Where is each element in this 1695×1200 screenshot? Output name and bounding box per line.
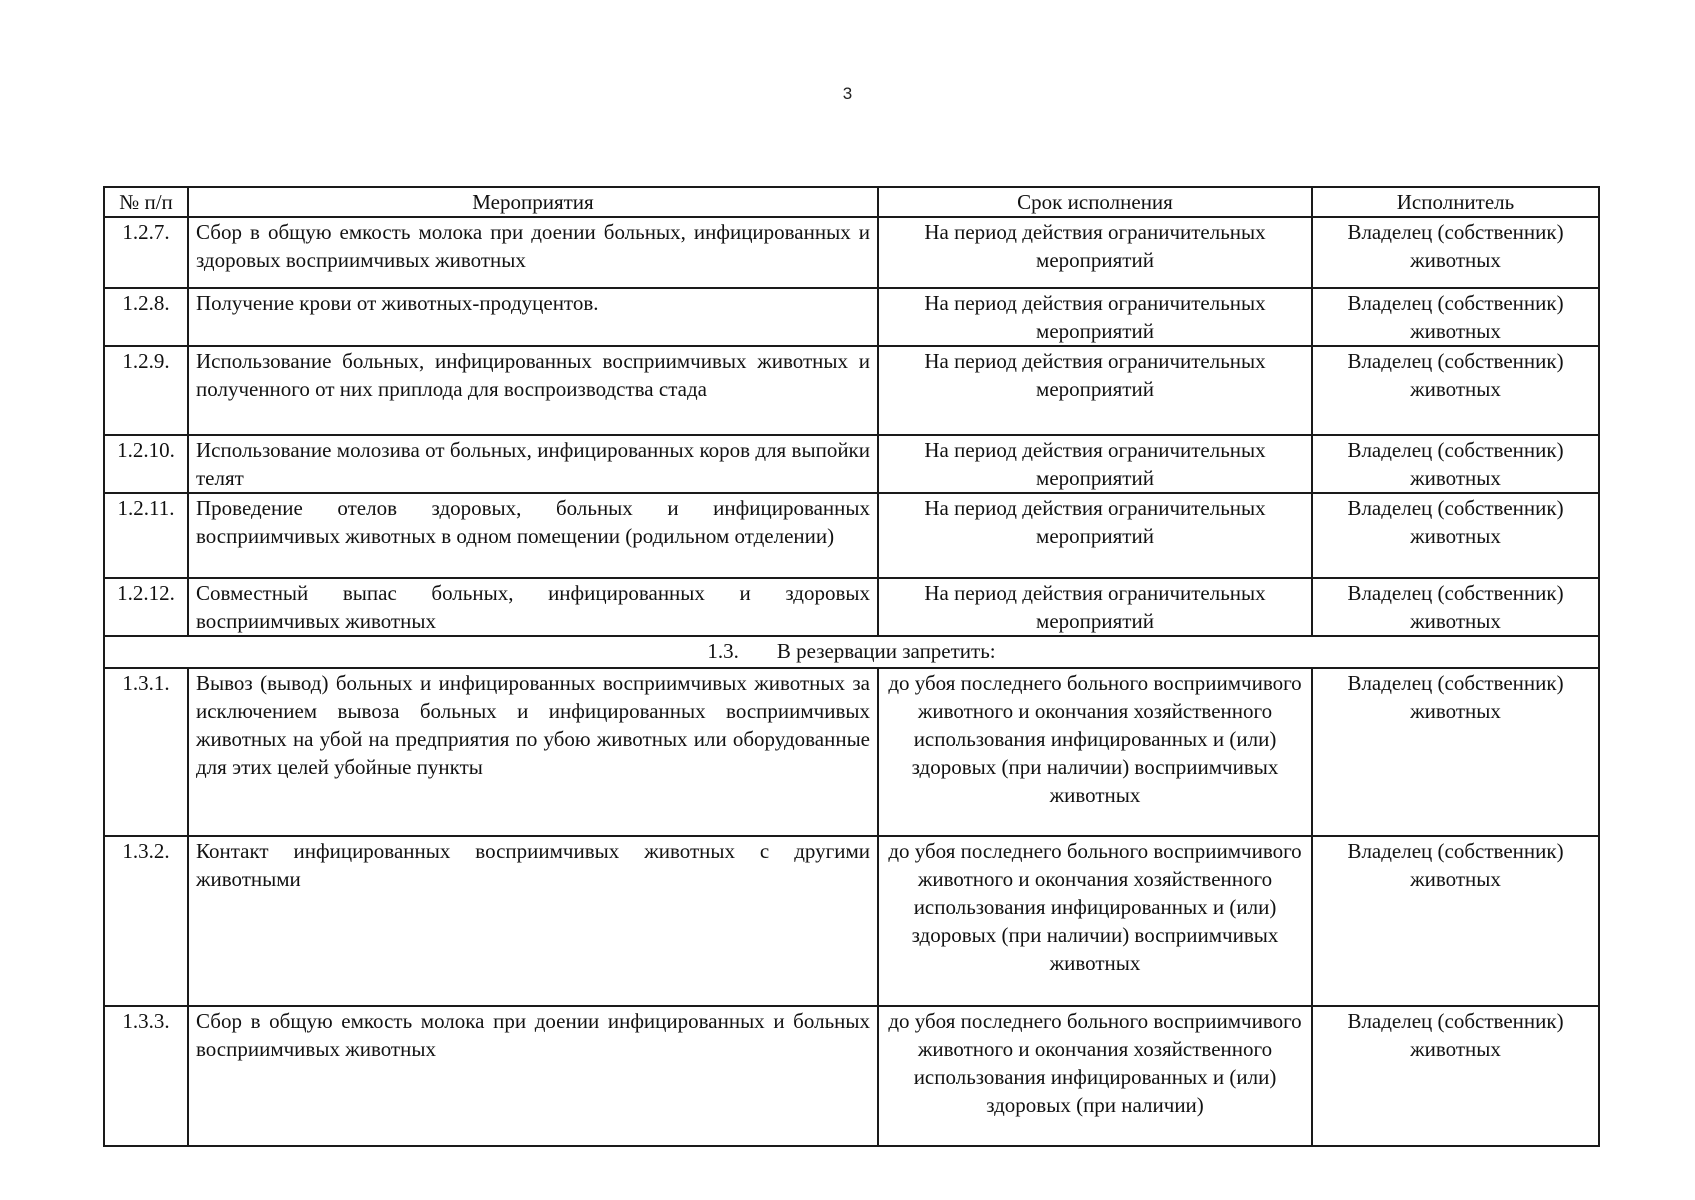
header-term: Срок исполнения <box>878 187 1312 217</box>
section-title: В резервации запретить: <box>776 639 996 663</box>
row-executor: Владелец (собственник) животных <box>1312 668 1599 836</box>
row-executor: Владелец (собственник) животных <box>1312 493 1599 578</box>
row-measure: Контакт инфицированных восприимчивых животных с другими животными <box>188 836 878 1006</box>
row-num: 1.3.1. <box>104 668 188 836</box>
row-num: 1.2.11. <box>104 493 188 578</box>
row-num: 1.3.2. <box>104 836 188 1006</box>
row-measure: Совместный выпас больных, инфицированных и здоровых восприимчивых животных <box>188 578 878 636</box>
row-num: 1.2.8. <box>104 288 188 346</box>
row-executor: Владелец (собственник) животных <box>1312 836 1599 1006</box>
table-header-row <box>104 187 1599 217</box>
table-row <box>104 578 1599 636</box>
row-measure: Использование молозива от больных, инфицированных коров для выпойки телят <box>188 435 878 493</box>
header-executor: Исполнитель <box>1312 187 1599 217</box>
row-executor: Владелец (собственник) животных <box>1312 435 1599 493</box>
row-measure: Проведение отелов здоровых, больных и инфицированных восприимчивых животных в одном помещении (родильном отделении) <box>188 493 878 578</box>
row-num: 1.2.10. <box>104 435 188 493</box>
table-row <box>104 493 1599 578</box>
table-row <box>104 346 1599 435</box>
header-num: № п/п <box>104 187 188 217</box>
row-term: до убоя последнего больного восприимчивого животного и окончания хозяйственного использования инфицированных и (или) здоровых (при наличии) восприимчивых животных <box>878 668 1312 836</box>
table-row <box>104 217 1599 288</box>
row-executor: Владелец (собственник) животных <box>1312 217 1599 288</box>
section-heading <box>104 636 1599 668</box>
row-term: до убоя последнего больного восприимчивого животного и окончания хозяйственного использования инфицированных и (или) здоровых (при наличии) восприимчивых животных <box>878 836 1312 1006</box>
row-num: 1.3.3. <box>104 1006 188 1146</box>
row-executor: Владелец (собственник) животных <box>1312 346 1599 435</box>
row-executor: Владелец (собственник) животных <box>1312 288 1599 346</box>
row-term: На период действия ограничительных мероприятий <box>878 578 1312 636</box>
row-term: На период действия ограничительных мероприятий <box>878 493 1312 578</box>
header-measure: Мероприятия <box>188 187 878 217</box>
row-term: На период действия ограничительных мероприятий <box>878 435 1312 493</box>
section-number: 1.3. <box>707 639 739 663</box>
row-term: На период действия ограничительных мероприятий <box>878 217 1312 288</box>
row-term: На период действия ограничительных мероприятий <box>878 346 1312 435</box>
page-number: 3 <box>842 84 853 103</box>
row-executor: Владелец (собственник) животных <box>1312 578 1599 636</box>
table-row <box>104 1006 1599 1146</box>
row-measure: Сбор в общую емкость молока при доении больных, инфицированных и здоровых восприимчивых животных <box>188 217 878 288</box>
table-row <box>104 836 1599 1006</box>
row-num: 1.2.7. <box>104 217 188 288</box>
table-row <box>104 435 1599 493</box>
row-term: На период действия ограничительных мероприятий <box>878 288 1312 346</box>
row-executor: Владелец (собственник) животных <box>1312 1006 1599 1146</box>
table-row <box>104 288 1599 346</box>
measures-table <box>103 186 1600 1147</box>
row-measure: Вывоз (вывод) больных и инфицированных восприимчивых животных за исключением вывоза больных и инфицированных восприимчивых животных на убой на предприятия по убою животных или оборудованные для этих целей убойные пункты <box>188 668 878 836</box>
table-row <box>104 668 1599 836</box>
row-term: до убоя последнего больного восприимчивого животного и окончания хозяйственного использования инфицированных и (или) здоровых (при наличии) <box>878 1006 1312 1146</box>
row-num: 1.2.12. <box>104 578 188 636</box>
row-num: 1.2.9. <box>104 346 188 435</box>
row-measure: Использование больных, инфицированных восприимчивых животных и полученного от них приплода для воспроизводства стада <box>188 346 878 435</box>
row-measure: Сбор в общую емкость молока при доении инфицированных и больных восприимчивых животных <box>188 1006 878 1146</box>
section-row <box>104 636 1599 668</box>
row-measure: Получение крови от животных-продуцентов. <box>188 288 878 346</box>
